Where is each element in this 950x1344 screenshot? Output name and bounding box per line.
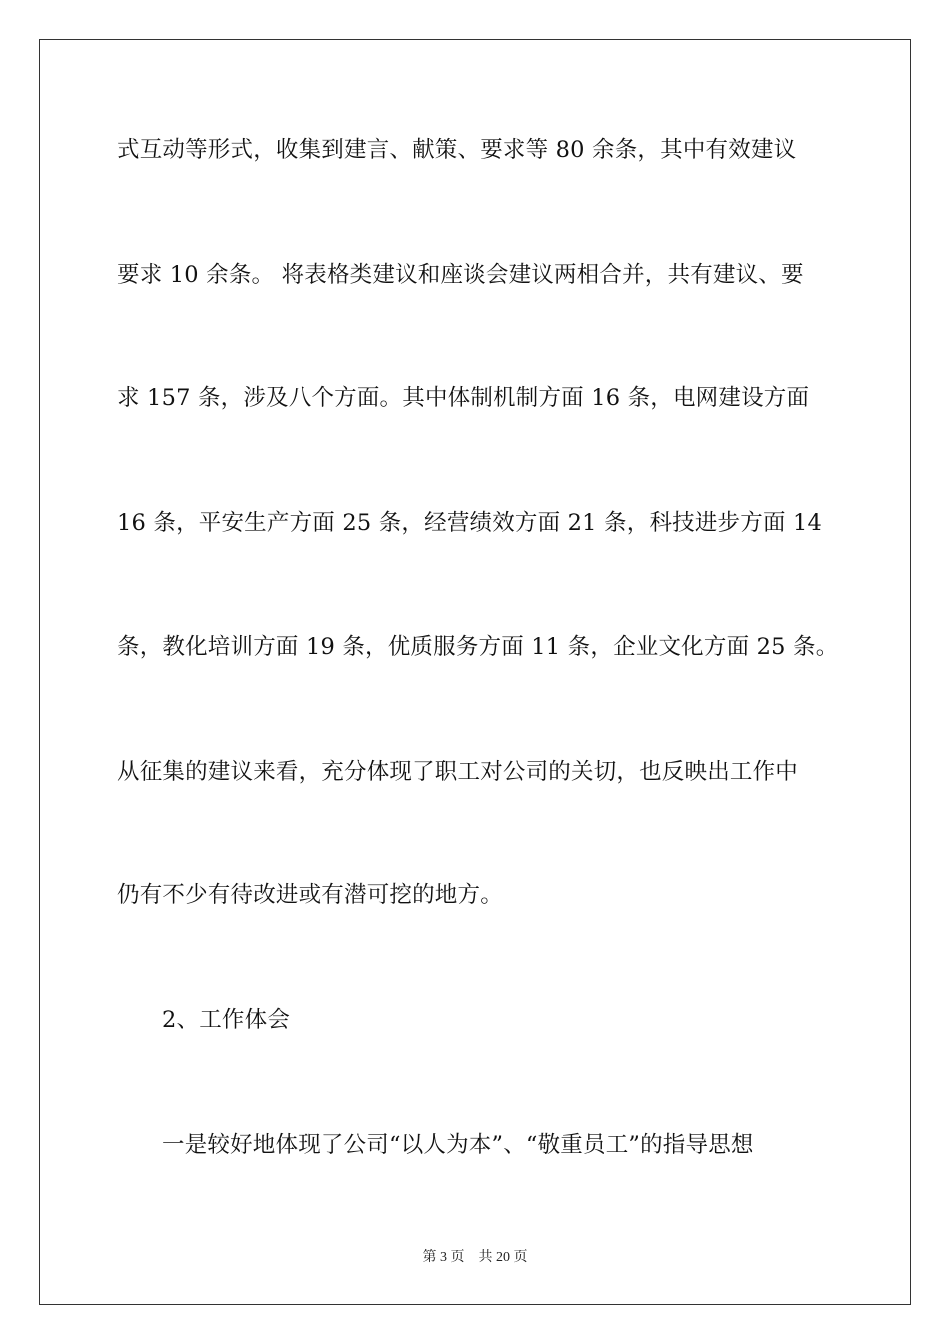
body-line-5: 条，教化培训方面 19 条，优质服务方面 11 条，企业文化方面 25 条。 — [117, 634, 839, 660]
page-border — [39, 39, 911, 1305]
total-pages: 共 20 页 — [478, 1250, 528, 1265]
page-footer — [0, 1246, 950, 1266]
body-line-7: 仍有不少有待改进或有潜可挖的地方。 — [117, 882, 503, 908]
body-line-4: 16 条，平安生产方面 25 条，经营绩效方面 21 条，科技进步方面 14 — [117, 510, 823, 536]
page-number: 第 3 页 — [422, 1250, 465, 1265]
body-line-1: 式互动等形式，收集到建言、献策、要求等 80 余条，其中有效建议 — [117, 137, 797, 163]
body-line-3: 求 157 条，涉及八个方面。其中体制机制方面 16 条，电网建设方面 — [117, 385, 810, 411]
section-heading: 2、工作体会 — [162, 1007, 291, 1033]
body-line-6: 从征集的建议来看，充分体现了职工对公司的关切，也反映出工作中 — [117, 759, 799, 785]
body-line-2: 要求 10 余条。 将表格类建议和座谈会建议两相合并，共有建议、要 — [117, 262, 804, 288]
paragraph-start: 一是较好地体现了公司“以人为本”、“敬重员工”的指导思想 — [162, 1132, 754, 1158]
